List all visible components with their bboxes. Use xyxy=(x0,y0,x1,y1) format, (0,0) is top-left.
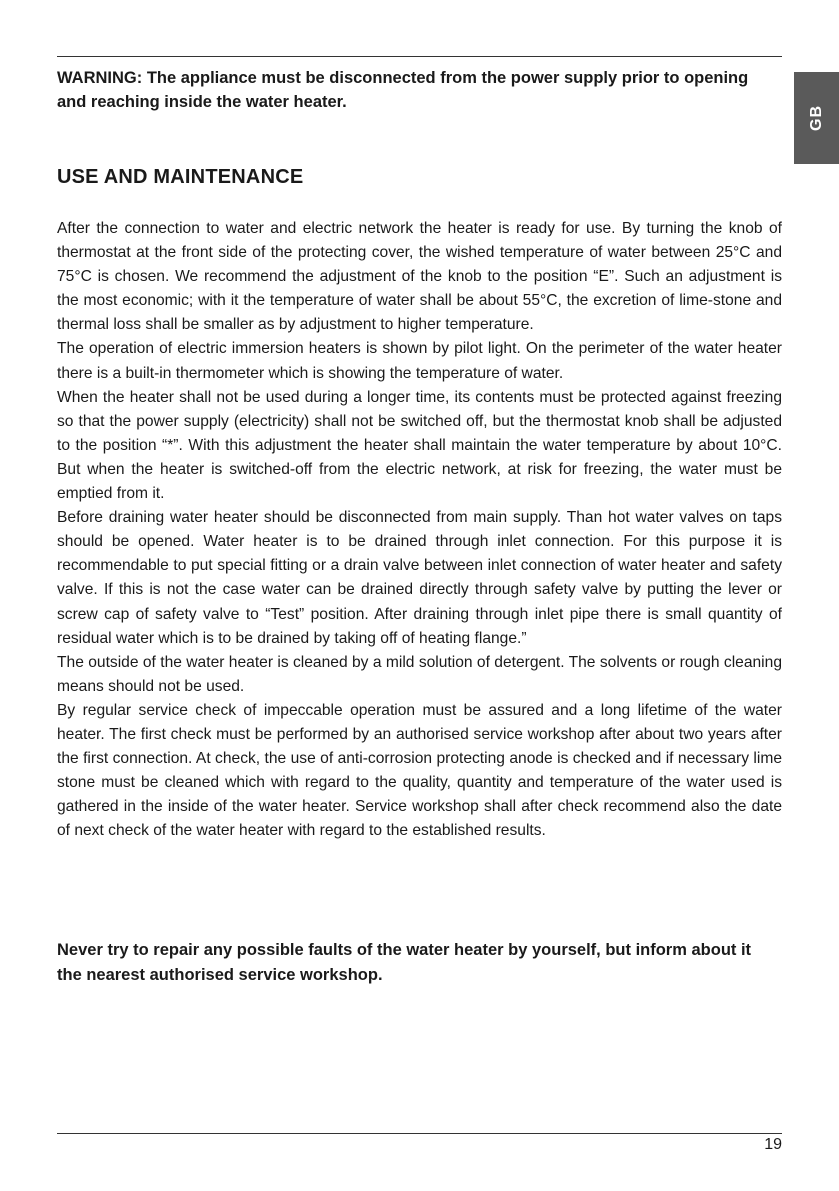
paragraph-draining: Before draining water heater should be disconnected from main supply. Than hot water valves on taps should be opened. Water heater is to be drained through inlet connection. For this purpose it is recommendable to put special fitting or a drain valve between inlet connection of water heater and safety valve. If this is not the case water can be drained directly through safety valve by putting the lever or screw cap of safety valve to “Test” position. After draining through inlet pipe there is small quantity of residual water which is to be drained by taking off of heating flange.” xyxy=(57,509,782,647)
paragraph-pilot-light: The operation of electric immersion heaters is shown by pilot light. On the perimeter of the water heater there is a built-in thermometer which is showing the temperature of water. xyxy=(57,340,782,382)
body-text xyxy=(57,217,782,843)
language-tab-label: GB xyxy=(807,105,825,131)
paragraph-usage: After the connection to water and electric network the heater is ready for use. By turning the knob of thermostat at the front side of the protecting cover, the wished temperature of water between 25°C and 75°C is chosen. We recommend the adjustment of the knob to the position “E”. Such an adjustment is the most economic; with it the temperature of water shall be about 55°C, the excretion of lime-stone and thermal loss shall be smaller as by adjustment to higher temperature. xyxy=(57,220,782,334)
closing-note: Never try to repair any possible faults of the water heater by yourself, but inform about it the nearest authorised service workshop. xyxy=(57,941,752,984)
top-divider xyxy=(57,56,782,57)
paragraph-cleaning: The outside of the water heater is cleaned by a mild solution of detergent. The solvents or rough cleaning means should not be used. xyxy=(57,653,782,695)
warning-notice: WARNING: The appliance must be disconnected from the power supply prior to opening and reaching inside the water heater. xyxy=(57,69,749,111)
section-title: USE AND MAINTENANCE xyxy=(57,166,304,188)
bottom-divider xyxy=(57,1133,782,1134)
paragraph-service-check: By regular service check of impeccable operation must be assured and a long lifetime of the water heater. The first check must be performed by an authorised service workshop after about two years after the first connection. At check, the use of anti-corrosion protecting anode is checked and if necessary lime stone must be cleaned which with regard to the quality, quantity and temperature of the water used is gathered in the inside of the water heater. Service workshop shall after check recommend also the date of next check of the water heater with regard to the established results. xyxy=(57,701,782,840)
paragraph-frost-protection: When the heater shall not be used during a longer time, its contents must be protected against freezing so that the power supply (electricity) shall not be switched off, but the thermostat knob shall be adjusted to the position “*”. With this adjustment the heater shall maintain the water temperature by about 10°C. But when the heater is switched-off from the electric network, at risk for freezing, the water must be emptied from it. xyxy=(57,388,782,503)
language-tab xyxy=(794,72,839,164)
page-number: 19 xyxy=(764,1136,782,1153)
